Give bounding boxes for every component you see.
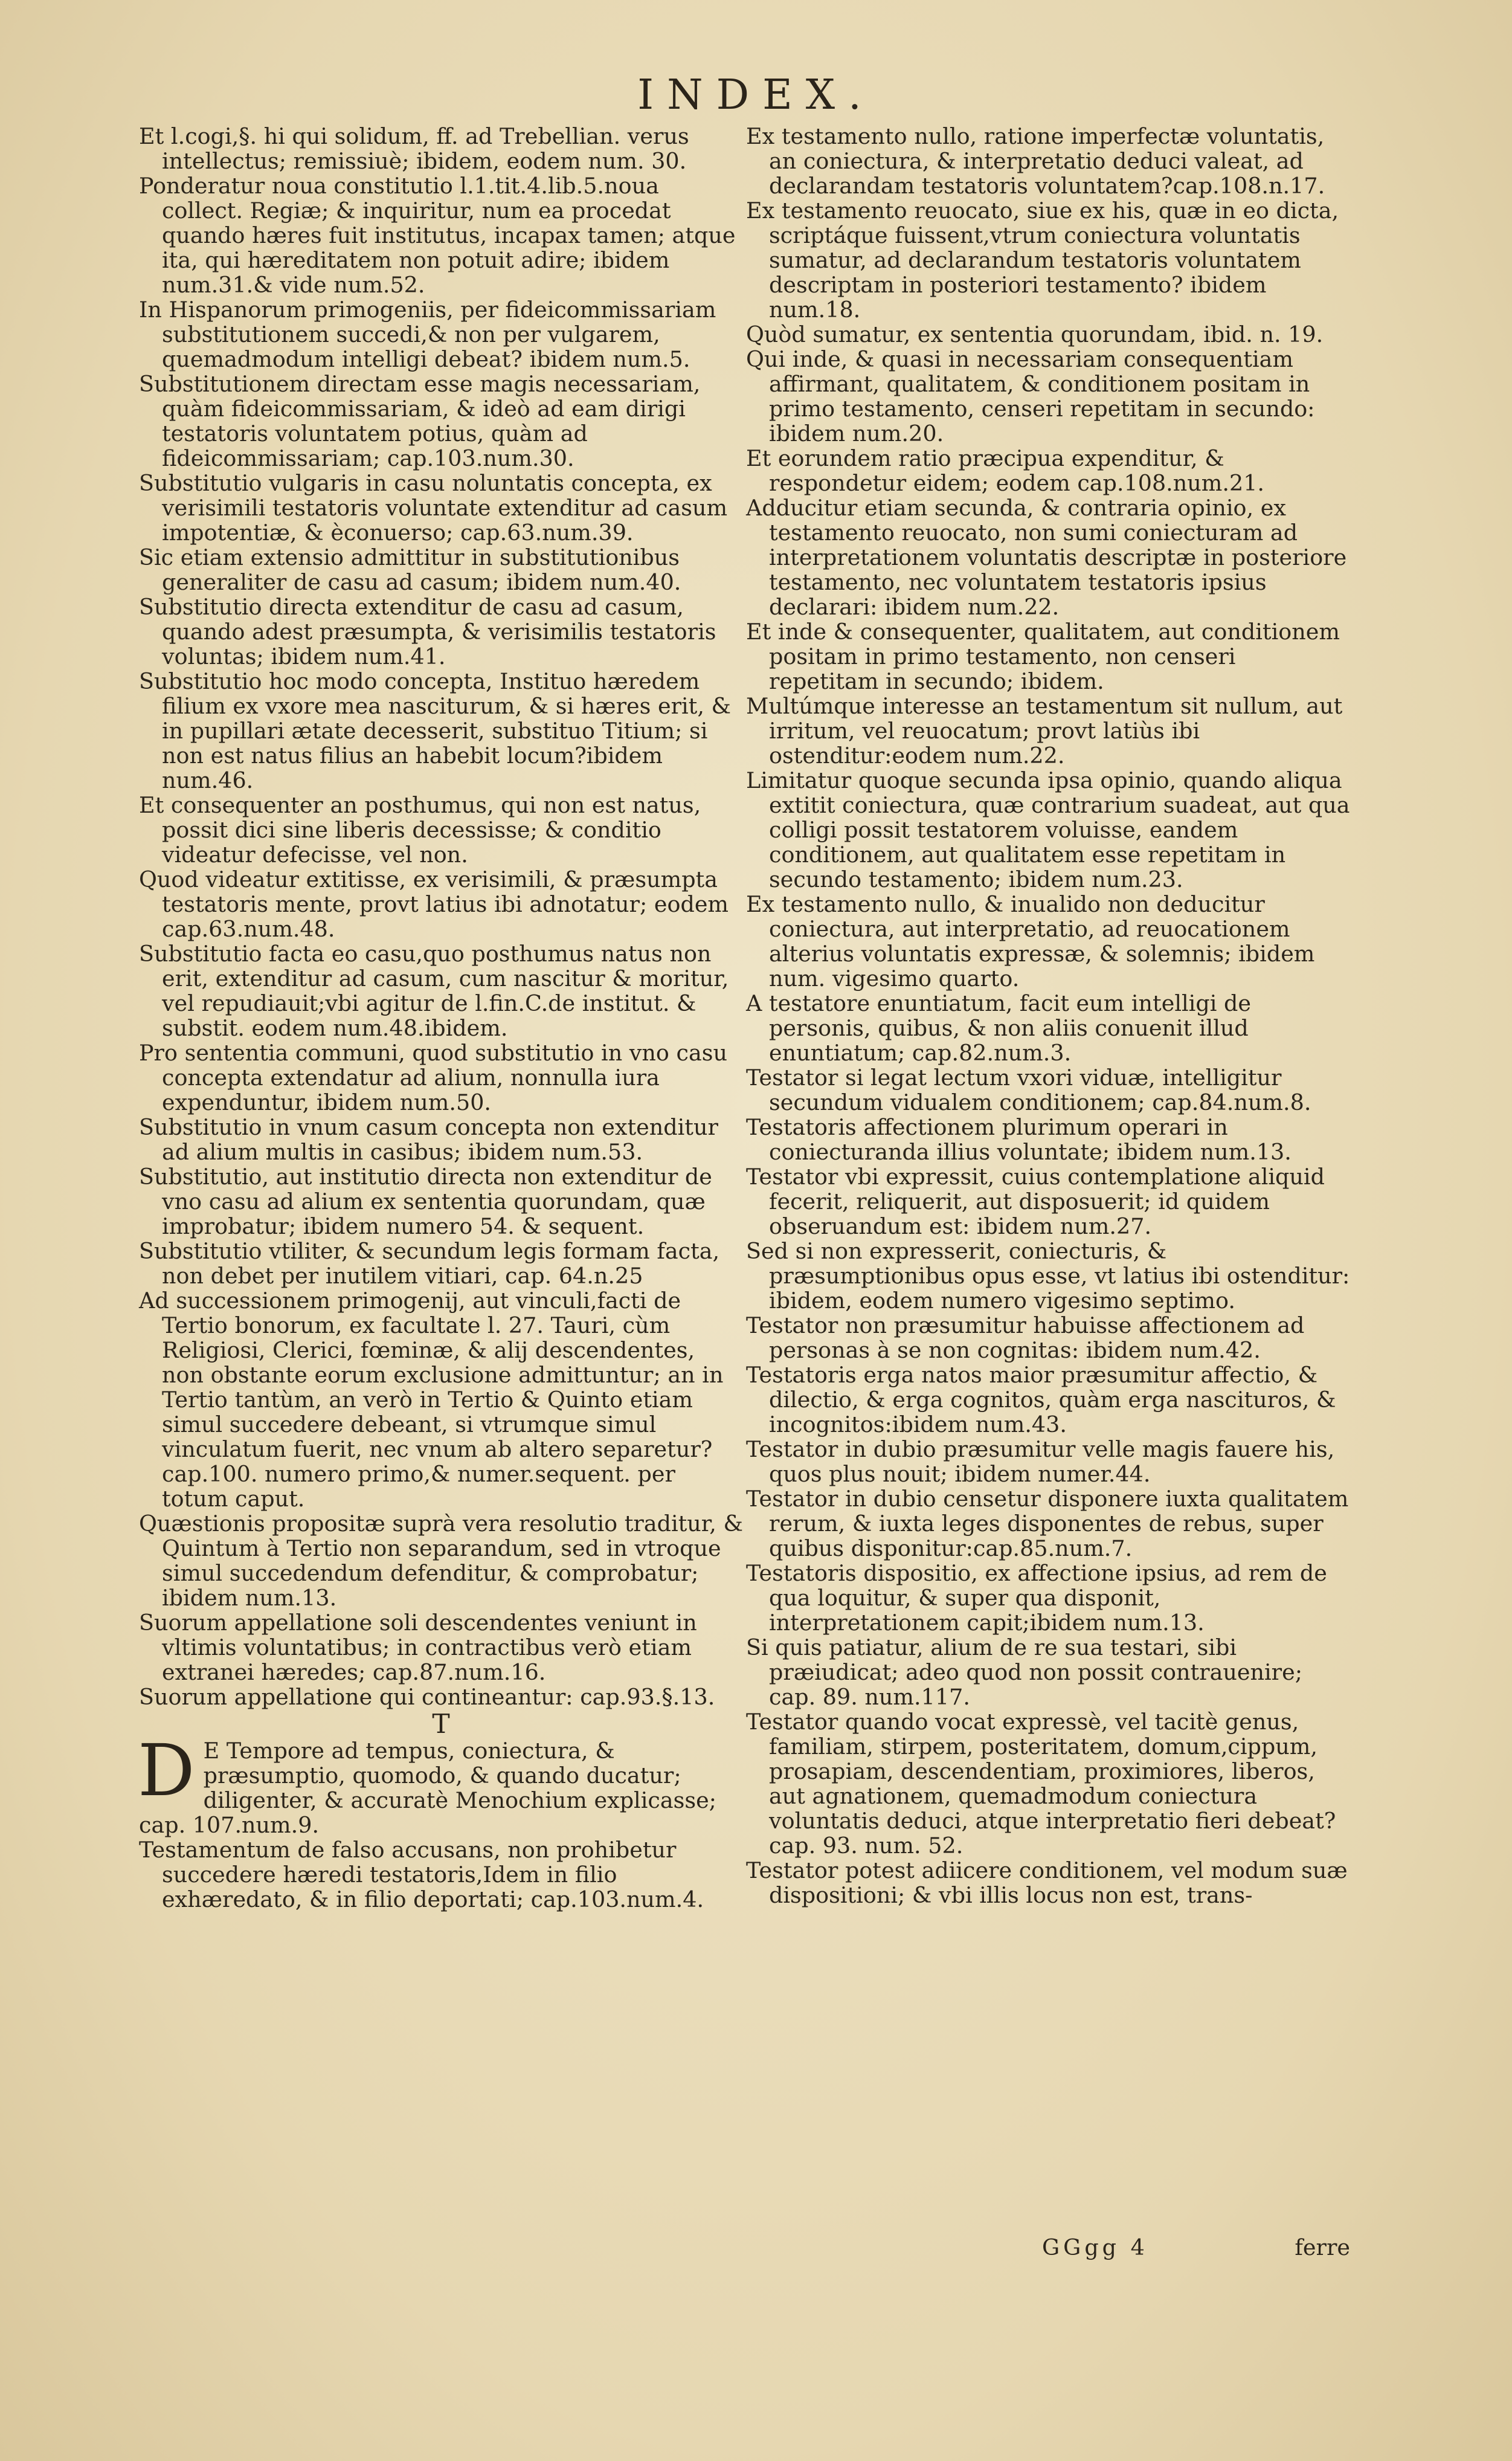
index-entry: Testamentum de falso accusans, non prohibetur succedere hæredi testatoris,Idem in filio exhæredato, & in filio deportati; cap.103.num.4.	[139, 1837, 704, 1912]
index-entry: Et consequenter an posthumus, qui non est natus, possit dici sine liberis decessisse; & conditio videatur defecisse, vel non.	[139, 792, 701, 868]
index-entry: Substitutio hoc modo concepta, Instituo hæredem filium ex vxore mea nasciturum, & si hæres erit, & in pupillari ætate decesserit, substituo Titium; si non est natus filius an habebit locum?ibidem num.46.	[139, 668, 732, 793]
signature-mark: GGgg 4	[1042, 2234, 1148, 2260]
left-column	[139, 124, 743, 1912]
index-entry: Substitutio directa extenditur de casu ad casum, quando adest præsumpta, & verisimilis testatoris voluntas; ibidem num.41.	[139, 594, 716, 669]
index-entry: Testatoris erga natos maior præsumitur affectio, & dilectio, & erga cognitos, quàm erga nascituros, & incognitos:ibidem num.43.	[746, 1362, 1336, 1437]
index-entry: Testator in dubio censetur disponere iuxta qualitatem rerum, & iuxta leges disponentes de rebus, super quibus disponitur:cap.85.num.7.	[746, 1486, 1349, 1561]
index-entry: Adducitur etiam secunda, & contraria opinio, ex testamento reuocato, non sumi coniecturam ad interpretationem voluntatis descriptæ in posteriore testamento, nec voluntatem testatoris ipsius declarari: ibidem num.22.	[746, 495, 1347, 620]
index-entry: A testatore enuntiatum, facit eum intelligi de personis, quibus, & non aliis conuenit illud enuntiatum; cap.82.num.3.	[746, 990, 1251, 1066]
index-entry: Ex testamento nullo, & inualido non deducitur coniectura, aut interpretatio, ad reuocationem alterius voluntatis expressæ, & solemnis; ibidem num. vigesimo quarto.	[746, 891, 1315, 992]
index-entry: Testator vbi expressit, cuius contemplatione aliquid fecerit, reliquerit, aut disposuerit; id quidem obseruandum est: ibidem num.27.	[746, 1164, 1325, 1239]
index-entry: Substitutio vtiliter, & secundum legis formam facta, non debet per inutilem vitiari, cap. 64.n.25	[139, 1238, 720, 1289]
index-entry: Quod videatur extitisse, ex verisimili, & præsumpta testatoris mente, provt latius ibi adnotatur; eodem cap.63.num.48.	[139, 866, 729, 942]
index-entry: Et l.cogi,§. hi qui solidum, ff. ad Trebellian. verus intellectus; remissiuè; ibidem, eodem num. 30.	[139, 123, 689, 174]
page-footer	[746, 2234, 1350, 2262]
index-entry: Testator quando vocat expressè, vel tacitè genus, familiam, stirpem, posteritatem, domum,cippum, prosapiam, descendentiam, proximiores, liberos, aut agnationem, quemadmodum coniectura voluntatis deduci, atque interpretatio fieri debeat? cap. 93. num. 52.	[746, 1709, 1336, 1859]
index-entry: Et eorundem ratio præcipua expenditur, & respondetur eidem; eodem cap.108.num.21.	[746, 445, 1265, 496]
index-entry: Si quis patiatur, alium de re sua testari, sibi præiudicat; adeo quod non possit contrauenire; cap. 89. num.117.	[746, 1634, 1303, 1710]
index-entry: Substitutio, aut institutio directa non extenditur de vno casu ad alium ex sententia quorundam, quæ improbatur; ibidem numero 54. & sequent.	[139, 1164, 712, 1239]
index-entry: Testator potest adiicere conditionem, vel modum suæ dispositioni; & vbi illis locus non est, trans-	[746, 1857, 1348, 1908]
section-letter: T	[432, 1709, 450, 1740]
index-entry: Pro sententia communi, quod substitutio in vno casu concepta extendatur ad alium, nonnulla iura expenduntur, ibidem num.50.	[139, 1040, 727, 1115]
index-entry: Testatoris affectionem plurimum operari in coniecturanda illius voluntate; ibidem num.13.	[746, 1114, 1292, 1165]
index-entry: Substitutio in vnum casum concepta non extenditur ad alium multis in casibus; ibidem num.53.	[139, 1114, 718, 1165]
index-entry: Suorum appellatione soli descendentes veniunt in vltimis voluntatibus; in contractibus verò etiam extranei hæredes; cap.87.num.16.	[139, 1610, 697, 1685]
index-entry: Sic etiam extensio admittitur in substitutionibus generaliter de casu ad casum; ibidem num.40.	[139, 544, 681, 595]
index-entry-dropcap	[138, 1729, 743, 1838]
index-entry: Ponderatur noua constitutio l.1.tit.4.lib.5.noua collect. Regiæ; & inquiritur, num ea procedat quando hæres fuit institutus, incapax tamen; atque ita, qui hæreditatem non potuit adire; ibidem num.31.& vide num.52.	[139, 173, 736, 298]
page-title: INDEX.	[637, 71, 875, 119]
index-entry: Ex testamento reuocato, siue ex his, quæ in eo dicta, scriptáque fuissent,vtrum coniectura voluntatis sumatur, ad declarandum testatoris voluntatem descriptam in posteriori testamento? ibidem num.18.	[746, 198, 1339, 323]
right-column	[746, 124, 1350, 1908]
index-entry: Testator si legat lectum vxori viduæ, intelligitur secundum vidualem conditionem; cap.84.num.8.	[746, 1065, 1311, 1115]
index-entry: Testatoris dispositio, ex affectione ipsius, ad rem de qua loquitur, & super qua disponit, interpretationem capit;ibidem num.13.	[746, 1560, 1327, 1636]
index-entry: In Hispanorum primogeniis, per fideicommissariam substitutionem succedi,& non per vulgarem, quemadmodum intelligi debeat? ibidem num.5.	[139, 297, 716, 372]
index-entry: Testator in dubio præsumitur velle magis fauere his, quos plus nouit; ibidem numer.44.	[746, 1436, 1335, 1487]
index-entry: Substitutio vulgaris in casu noluntatis concepta, ex verisimili testatoris voluntate extenditur ad casum impotentiæ, & èconuerso; cap.63.num.39.	[139, 470, 728, 546]
index-entry: Testator non præsumitur habuisse affectionem ad personas à se non cognitas: ibidem num.42.	[746, 1312, 1305, 1363]
index-entry: Quòd sumatur, ex sententia quorundam, ibid. n. 19.	[746, 321, 1324, 347]
index-entry: Limitatur quoque secunda ipsa opinio, quando aliqua extitit coniectura, quæ contrarium suadeat, aut qua colligi possit testatorem voluisse, eandem conditionem, aut qualitatem esse repetitam in secundo testamento; ibidem num.23.	[746, 767, 1350, 892]
catchword: ferre	[1295, 2234, 1350, 2260]
index-entry: Substitutionem directam esse magis necessariam, quàm fideicommissariam, & ideò ad eam dirigi testatoris voluntatem potius, quàm ad fideicommissariam; cap.103.num.30.	[139, 371, 701, 471]
index-entry: Qui inde, & quasi in necessariam consequentiam affirmant, qualitatem, & conditionem positam in primo testamento, censeri repetitam in secundo: ibidem num.20.	[746, 346, 1315, 447]
index-entry: Ex testamento nullo, ratione imperfectæ voluntatis, an coniectura, & interpretatio deduci valeat, ad declarandam testatoris voluntatem?cap.108.n.17.	[746, 123, 1325, 199]
index-entry: Quæstionis propositæ suprà vera resolutio traditur, & Quintum à Tertio non separandum, sed in vtroque simul succedendum defenditur, & comprobatur; ibidem num.13.	[139, 1511, 743, 1611]
index-entry: Substitutio facta eo casu,quo posthumus natus non erit, extenditur ad casum, cum nascitur & moritur, vel repudiauit;vbi agitur de l.fin.C.de institut. & substit. eodem num.48.ibidem.	[139, 941, 729, 1041]
index-entry: Multúmque interesse an testamentum sit nullum, aut irritum, vel reuocatum; provt latiùs ibi ostenditur:eodem num.22.	[746, 693, 1343, 769]
dropcap-entry-text: E Tempore ad tempus, coniectura, & præsumptio, quomodo, & quando ducatur; diligenter, & accuratè Menochium explicasse; cap. 107.num.9.	[139, 1738, 716, 1838]
index-entry: Sed si non expresserit, coniecturis, & præsumptionibus opus esse, vt latius ibi ostenditur: ibidem, eodem numero vigesimo septimo.	[746, 1238, 1350, 1314]
index-entry: Ad successionem primogenij, aut vinculi,facti de Tertio bonorum, ex facultate l. 27. Tauri, cùm Religiosi, Clerici, fœminæ, & alij descendentes, non obstante eorum exclusione admittuntur; an in Tertio tantùm, an verò in Tertio & Quinto etiam simul succedere debeant, si vtrumque simul vinculatum fuerit, nec vnum ab altero separetur? cap.100. numero primo,& numer.sequent. per totum caput.	[139, 1288, 724, 1512]
index-entry: Suorum appellatione qui contineantur: cap.93.§.13.	[139, 1684, 715, 1710]
drop-cap: D	[138, 1729, 195, 1812]
index-entry: Et inde & consequenter, qualitatem, aut conditionem positam in primo testamento, non censeri repetitam in secundo; ibidem.	[746, 619, 1340, 694]
